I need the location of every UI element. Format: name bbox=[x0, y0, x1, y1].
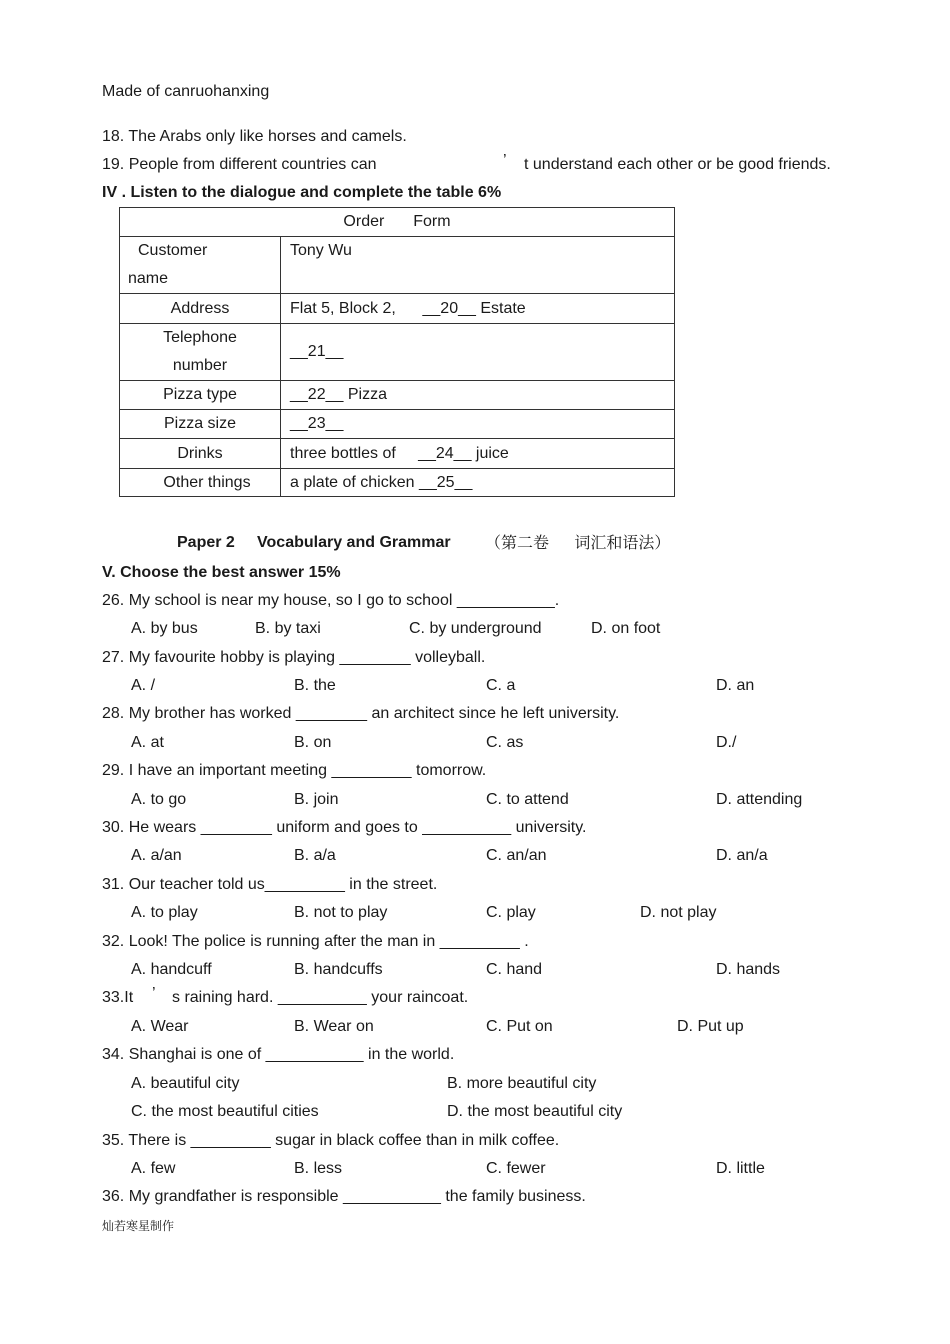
option-b: B. less bbox=[294, 1160, 343, 1177]
question-28: 28. My brother has worked ________ an architect since he left university. bbox=[102, 705, 620, 722]
row-label: Address bbox=[120, 294, 281, 324]
option-c: C. Put on bbox=[486, 1018, 553, 1035]
table-row-customer-name bbox=[120, 237, 675, 294]
option-c: C. play bbox=[486, 904, 536, 921]
option-d: D. hands bbox=[716, 961, 781, 978]
row-label: Customer bbox=[138, 242, 208, 259]
option-c: C. as bbox=[486, 734, 524, 751]
option-a: A. a/an bbox=[131, 847, 182, 864]
option-d: D. an/a bbox=[716, 847, 768, 864]
option-a: A. by bus bbox=[131, 620, 198, 637]
statement-19-left: 19. People from different countries can bbox=[102, 156, 377, 173]
row-value: a plate of chicken __25__ bbox=[281, 469, 675, 497]
row-value: three bottles of __24__ juice bbox=[281, 439, 675, 469]
option-a: A. to go bbox=[131, 791, 187, 808]
table-row-drinks bbox=[120, 439, 675, 469]
table-row-telephone bbox=[120, 324, 675, 381]
option-a: A. Wear bbox=[131, 1018, 189, 1035]
question-35: 35. There is _________ sugar in black coffee than in milk coffee. bbox=[102, 1132, 560, 1149]
question-30: 30. He wears ________ uniform and goes to __________ university. bbox=[102, 819, 587, 836]
option-d: D. not play bbox=[640, 904, 717, 921]
header-text: Made of canruohanxing bbox=[102, 83, 270, 100]
option-c: C. to attend bbox=[486, 791, 569, 808]
order-form-table bbox=[119, 207, 675, 497]
option-c: C. hand bbox=[486, 961, 543, 978]
option-b: B. on bbox=[294, 734, 332, 751]
table-row-address bbox=[120, 294, 675, 324]
question-34: 34. Shanghai is one of ___________ in the world. bbox=[102, 1046, 455, 1063]
option-a: A. few bbox=[131, 1160, 176, 1177]
row-label: Pizza size bbox=[120, 410, 281, 439]
row-label: Other things bbox=[120, 469, 281, 497]
option-a: A. to play bbox=[131, 904, 198, 921]
question-27: 27. My favourite hobby is playing ________ volleyball. bbox=[102, 649, 486, 666]
question-31: 31. Our teacher told us_________ in the street. bbox=[102, 876, 438, 893]
row-label-line2: number bbox=[172, 357, 228, 374]
option-b: B. more beautiful city bbox=[447, 1075, 597, 1092]
paper-2-subtitle: （第二卷 词汇和语法） bbox=[485, 533, 671, 552]
row-value: __21__ bbox=[281, 324, 675, 381]
statement-19-right: t understand each other or be good friends. bbox=[524, 156, 831, 173]
row-label: Drinks bbox=[120, 439, 281, 469]
table-row-pizza-type bbox=[120, 381, 675, 410]
option-a: A. handcuff bbox=[131, 961, 212, 978]
question-36: 36. My grandfather is responsible ___________ the family business. bbox=[102, 1188, 586, 1205]
table-title-order: Order bbox=[343, 213, 385, 230]
option-d: D. attending bbox=[716, 791, 803, 808]
option-b: B. the bbox=[294, 677, 336, 694]
table-row-other-things bbox=[120, 469, 675, 497]
option-b: B. not to play bbox=[294, 904, 388, 921]
row-value: Tony Wu bbox=[281, 237, 675, 294]
statement-19-apostrophe: ’ bbox=[503, 152, 507, 169]
question-33-end: s raining hard. __________ your raincoat. bbox=[172, 989, 469, 1006]
option-d: D. the most beautiful city bbox=[447, 1103, 623, 1120]
table-title-row bbox=[120, 208, 675, 237]
option-d: D. little bbox=[716, 1160, 765, 1177]
section-4-title: IV . Listen to the dialogue and complete the table 6% bbox=[102, 184, 502, 201]
option-d: D. an bbox=[716, 677, 755, 694]
row-value: __23__ bbox=[281, 410, 675, 439]
option-b: B. handcuffs bbox=[294, 961, 383, 978]
option-a: A. / bbox=[131, 677, 156, 694]
option-c: C. by underground bbox=[409, 620, 542, 637]
section-5-title: V. Choose the best answer 15% bbox=[102, 564, 341, 581]
question-33-start: 33.It bbox=[102, 989, 134, 1006]
statement-18: 18. The Arabs only like horses and camels. bbox=[102, 128, 407, 145]
table-row-pizza-size bbox=[120, 410, 675, 439]
option-a: A. at bbox=[131, 734, 164, 751]
question-26: 26. My school is near my house, so I go to school ___________. bbox=[102, 592, 560, 609]
question-32: 32. Look! The police is running after the man in _________ . bbox=[102, 933, 529, 950]
option-d: D./ bbox=[716, 734, 737, 751]
row-label: Pizza type bbox=[120, 381, 281, 410]
row-label: Telephone bbox=[163, 329, 237, 346]
option-c: C. an/an bbox=[486, 847, 547, 864]
row-value: Flat 5, Block 2, __20__ Estate bbox=[281, 294, 675, 324]
option-c: C. the most beautiful cities bbox=[131, 1103, 319, 1120]
option-b: B. by taxi bbox=[255, 620, 321, 637]
table-label-cell bbox=[120, 324, 281, 381]
option-c: C. fewer bbox=[486, 1160, 546, 1177]
table-title-cell bbox=[120, 208, 675, 237]
option-c: C. a bbox=[486, 677, 516, 694]
row-value: __22__ Pizza bbox=[281, 381, 675, 410]
option-b: B. join bbox=[294, 791, 339, 808]
question-29: 29. I have an important meeting _________ tomorrow. bbox=[102, 762, 487, 779]
question-33-apostrophe: ’ bbox=[152, 985, 156, 1002]
option-a: A. beautiful city bbox=[131, 1075, 240, 1092]
option-d: D. on foot bbox=[591, 620, 661, 637]
row-label-line2: name bbox=[128, 270, 169, 287]
footer-text: 灿若寒星制作 bbox=[102, 1219, 175, 1233]
option-b: B. a/a bbox=[294, 847, 336, 864]
paper-2-title: Paper 2 Vocabulary and Grammar bbox=[177, 534, 451, 551]
table-title-form: Form bbox=[413, 213, 451, 230]
option-b: B. Wear on bbox=[294, 1018, 374, 1035]
option-d: D. Put up bbox=[677, 1018, 744, 1035]
table-label-cell bbox=[120, 237, 281, 294]
